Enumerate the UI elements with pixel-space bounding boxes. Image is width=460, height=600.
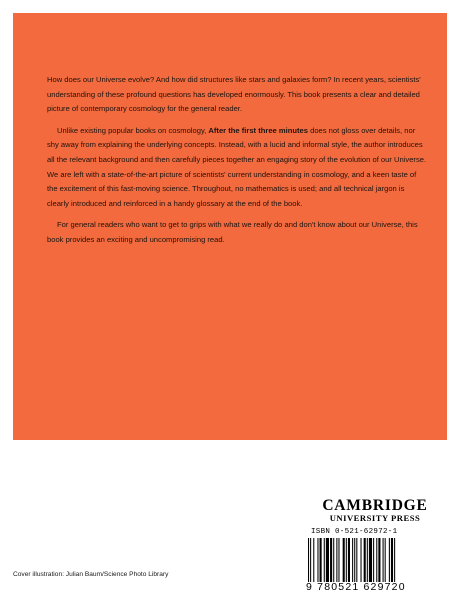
barcode-bar	[364, 538, 366, 582]
publisher-name: CAMBRIDGE	[322, 497, 428, 514]
barcode-digits: 9 780521 629720	[306, 581, 406, 593]
barcode-bar	[356, 538, 357, 582]
blurb-paragraph-1: How does our Universe evolve? And how did structures like stars and galaxies form? In recent years, scientists' understanding of these profound questions has developed enormously. This book presents a clear and detailed picture of contemporary cosmology for the general reader.	[47, 75, 421, 114]
barcode-bar	[324, 538, 325, 582]
barcode-bar	[378, 538, 380, 582]
barcode-bar	[389, 538, 390, 582]
isbn-label: ISBN 0-521-62972-1	[311, 528, 398, 536]
barcode-bar	[367, 538, 368, 582]
publisher-logo	[303, 498, 447, 524]
barcode-bar	[394, 538, 395, 582]
isbn-barcode	[306, 538, 442, 582]
book-title-inline: After the first three minutes	[208, 125, 308, 135]
barcode-bar	[338, 538, 339, 582]
barcode-bar	[352, 538, 353, 582]
barcode-bar	[354, 538, 355, 582]
barcode-bar	[310, 538, 311, 582]
barcode-bar	[333, 538, 334, 582]
blurb-paragraph-2-body: does not gloss over details, nor shy away from explaining the underlying concepts. Instead, with a lucid and informal style, the author introduces all the relevant background and then carefully pieces together an engaging story of the evolution of our Universe. We are left with a state-of-the-art picture of scientists' current understanding in cosmology, and a keen taste of the excitement of this fast-moving science. Throughout, no mathematics is used; and all technical jargon is clearly introduced and reinforced in a handy glossary at the end of the book.	[47, 125, 427, 208]
barcode-bar	[330, 538, 332, 582]
blurb-paragraph-2	[47, 124, 427, 212]
barcode-bar	[343, 538, 345, 582]
barcode-bar	[313, 538, 314, 582]
barcode-bar	[320, 538, 322, 582]
barcode-bar	[391, 538, 393, 582]
barcode-bar	[308, 538, 309, 582]
barcode-bar	[385, 538, 386, 582]
barcode-bar	[346, 538, 347, 582]
publisher-subname: UNIVERSITY PRESS	[329, 513, 421, 523]
barcode-bar	[373, 538, 374, 582]
blurb-paragraph-2-intro: Unlike existing popular books on cosmology,	[57, 125, 209, 135]
back-cover-blurb	[47, 73, 427, 255]
barcode-bar	[336, 538, 337, 582]
blurb-paragraph-3: For general readers who want to get to grips with what we really do and don't know about our Universe, this book provides an exciting and uncompromising read.	[47, 220, 418, 244]
cover-illustration-credit: Cover illustration: Julian Baum/Science Photo Library	[13, 571, 169, 578]
barcode-bar	[369, 538, 372, 582]
barcode-bar	[376, 538, 377, 582]
publisher-barcode-block	[303, 498, 447, 593]
barcode-bar	[348, 538, 350, 582]
barcode-bar	[326, 538, 329, 582]
barcode-bar	[317, 538, 318, 582]
barcode-bar	[361, 538, 362, 582]
barcode-bar	[383, 538, 384, 582]
